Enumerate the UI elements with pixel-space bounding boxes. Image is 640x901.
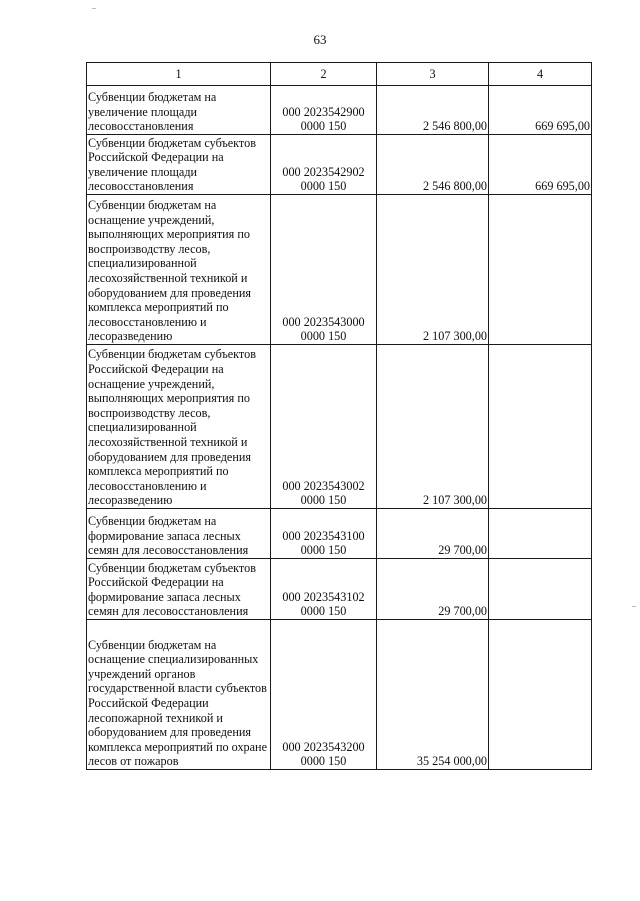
- row-value-col4: [489, 509, 592, 559]
- row-code: 000 2023543200 0000 150: [271, 620, 377, 770]
- row-name: Субвенции бюджетам на формирование запаса лесных семян для лесовосстановления: [87, 509, 271, 559]
- row-name: Субвенции бюджетам субъектов Российской Федерации на формирование запаса лесных семян для лесовосстановления: [87, 559, 271, 620]
- row-value-col4: [489, 195, 592, 345]
- row-name: Субвенции бюджетам на оснащение учреждений, выполняющих мероприятия по воспроизводству лесов, специализированной лесохозяйственной техникой и оборудованием для проведения комплекса мероприятий по лесовосстановлению и лесоразведению: [87, 195, 271, 345]
- table-header-row: [87, 63, 592, 86]
- row-name: Субвенции бюджетам на оснащение специализированных учреждений органов государственной власти субъектов Российской Федерации лесопожарной техникой и оборудованием для проведения комплекса мероприятий по охране лесов от пожаров: [87, 620, 271, 770]
- row-value-col3: 29 700,00: [377, 509, 489, 559]
- row-code: 000 2023543102 0000 150: [271, 559, 377, 620]
- row-code: 000 2023543100 0000 150: [271, 509, 377, 559]
- table-row: [87, 135, 592, 195]
- row-value-col4: [489, 559, 592, 620]
- column-header-1: 1: [87, 63, 271, 86]
- row-value-col3: 29 700,00: [377, 559, 489, 620]
- row-value-col3: 2 546 800,00: [377, 135, 489, 195]
- row-value-col4: [489, 345, 592, 509]
- row-name: Субвенции бюджетам субъектов Российской Федерации на увеличение площади лесовосстановления: [87, 135, 271, 195]
- column-header-2: 2: [271, 63, 377, 86]
- row-value-col3: 35 254 000,00: [377, 620, 489, 770]
- table-row: [87, 195, 592, 345]
- row-value-col4: [489, 620, 592, 770]
- table-row: [87, 86, 592, 135]
- column-header-4: 4: [489, 63, 592, 86]
- row-value-col4: 669 695,00: [489, 86, 592, 135]
- budget-table: [86, 62, 592, 770]
- row-name: Субвенции бюджетам на увеличение площади лесовосстановления: [87, 86, 271, 135]
- row-code: 000 2023543000 0000 150: [271, 195, 377, 345]
- row-value-col3: 2 546 800,00: [377, 86, 489, 135]
- page-number: 63: [313, 32, 327, 47]
- column-header-3: 3: [377, 63, 489, 86]
- table-row: [87, 559, 592, 620]
- scan-mark: [92, 8, 96, 9]
- row-code: 000 2023542902 0000 150: [271, 135, 377, 195]
- row-value-col3: 2 107 300,00: [377, 345, 489, 509]
- row-name: Субвенции бюджетам субъектов Российской Федерации на оснащение учреждений, выполняющих мероприятия по воспроизводству лесов, специализированной лесохозяйственной техникой и оборудованием для проведения комплекса мероприятий по лесовосстановлению и лесоразведению: [87, 345, 271, 509]
- row-code: 000 2023543002 0000 150: [271, 345, 377, 509]
- row-value-col4: 669 695,00: [489, 135, 592, 195]
- table-row: [87, 345, 592, 509]
- table-row: [87, 509, 592, 559]
- row-code: 000 2023542900 0000 150: [271, 86, 377, 135]
- scan-mark: [632, 606, 636, 607]
- table-row: [87, 620, 592, 770]
- row-value-col3: 2 107 300,00: [377, 195, 489, 345]
